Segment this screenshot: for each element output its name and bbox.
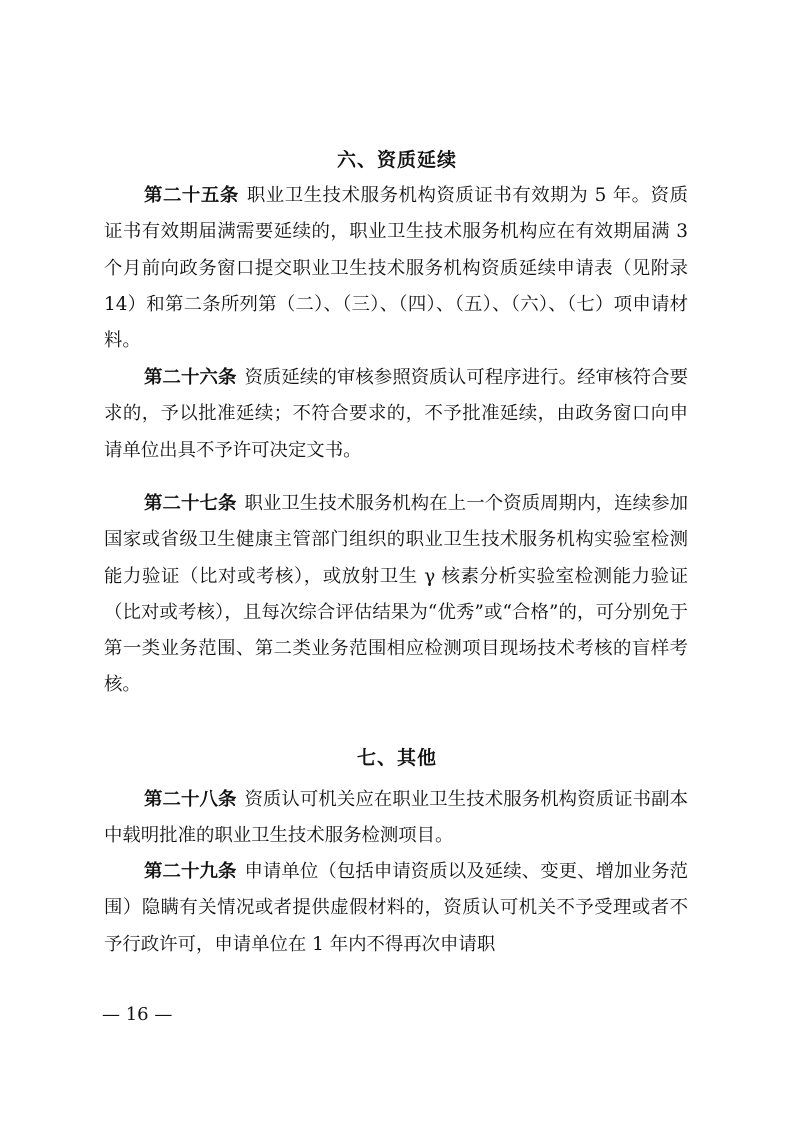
article-28 [104, 782, 688, 855]
article-27-text: 职业卫生技术服务机构在上一个资质周期内，连续参加国家或省级卫生健康主管部门组织的职业卫生技术服务机构实验室检测能力验证（比对或考核），或放射卫生 γ 核素分析实验室检测能力验证（比对或考核），且每次综合评估结果为“优秀”或“合格”的，可分别免于第一类业务范围、第二类业务范围相应检测项目现场技术考核的盲样考核。 [104, 493, 688, 696]
section-heading-other: 七、其他 [356, 747, 437, 769]
article-27-number: 第二十七条 [144, 493, 237, 514]
article-26-number: 第二十六条 [144, 367, 237, 388]
article-29-number: 第二十九条 [144, 861, 237, 882]
article-25-number: 第二十五条 [144, 185, 239, 206]
page-number: — 16 — [102, 1004, 173, 1025]
article-28-text: 资质认可机关应在职业卫生技术服务机构资质证书副本中载明批准的职业卫生技术服务检测项目。 [104, 789, 688, 847]
article-25 [104, 178, 688, 359]
article-29 [104, 854, 688, 963]
article-26 [104, 360, 688, 469]
article-29-text: 申请单位（包括申请资质以及延续、变更、增加业务范围）隐瞒有关情况或者提供虚假材料的，资质认可机关不予受理或者不予行政许可，申请单位在 1 年内不得再次申请职 [104, 861, 688, 955]
article-25-text: 职业卫生技术服务机构资质证书有效期为 5 年。资质证书有效期届满需要延续的，职业卫生技术服务机构应在有效期届满 3 个月前向政务窗口提交职业卫生技术服务机构资质延续申请表（见附录 14）和第二条所列第（二）、（三）、（四）、（五）、（六）、（七）项申请材料。 [104, 185, 688, 352]
section-heading-continuation: 六、资质延续 [336, 149, 457, 171]
article-26-text: 资质延续的审核参照资质认可程序进行。经审核符合要求的，予以批准延续；不符合要求的，不予批准延续，由政务窗口向申请单位出具不予许可决定文书。 [104, 367, 688, 461]
article-27 [104, 486, 688, 704]
article-28-number: 第二十八条 [144, 789, 237, 810]
